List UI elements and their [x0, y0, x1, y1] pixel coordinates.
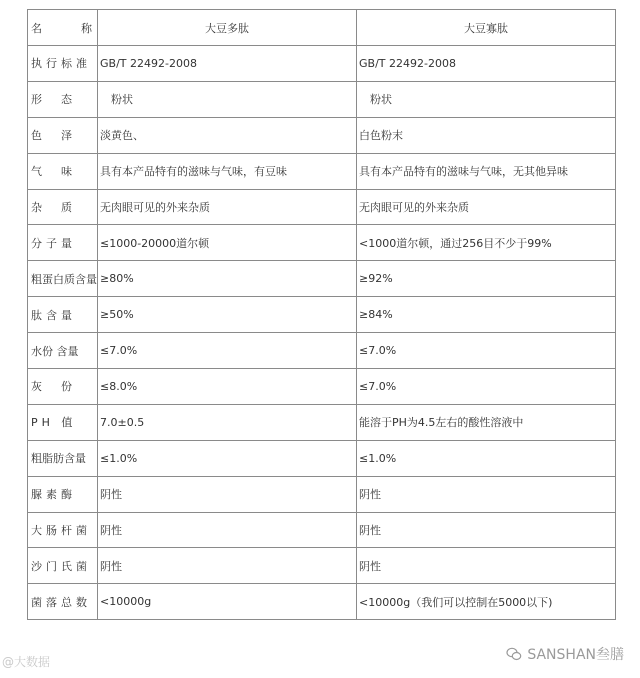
row-label: 执行标准 — [28, 46, 98, 82]
table-header-row — [28, 10, 616, 46]
row-label: 灰 份 — [28, 369, 98, 405]
table-row — [28, 548, 616, 584]
cell-oligopeptide: 无肉眼可见的外来杂质 — [357, 189, 616, 225]
cell-polypeptide: ≤1.0% — [98, 440, 357, 476]
cell-polypeptide: 具有本产品特有的滋味与气味，有豆味 — [98, 153, 357, 189]
row-label: 脲素酶 — [28, 476, 98, 512]
table-row — [28, 404, 616, 440]
table-row — [28, 584, 616, 620]
cell-oligopeptide: ≥92% — [357, 261, 616, 297]
table-row — [28, 81, 616, 117]
row-label: 肽含量 — [28, 297, 98, 333]
row-label: 色 泽 — [28, 117, 98, 153]
cell-oligopeptide: 具有本产品特有的滋味与气味，无其他异味 — [357, 153, 616, 189]
header-name: 名 称 — [28, 10, 98, 46]
row-label: 菌落总数 — [28, 584, 98, 620]
row-label: 水份 含量 — [28, 333, 98, 369]
table-row — [28, 476, 616, 512]
cell-polypeptide: 无肉眼可见的外来杂质 — [98, 189, 357, 225]
cell-polypeptide: ≥80% — [98, 261, 357, 297]
cell-polypeptide: GB/T 22492-2008 — [98, 46, 357, 82]
cell-polypeptide: 阴性 — [98, 512, 357, 548]
table-row — [28, 333, 616, 369]
cell-oligopeptide: 粉状 — [357, 81, 616, 117]
cell-oligopeptide: <1000道尔顿，通过256目不少于99% — [357, 225, 616, 261]
cell-polypeptide: 7.0±0.5 — [98, 404, 357, 440]
row-label: 形 态 — [28, 81, 98, 117]
footer-watermarks — [0, 647, 640, 678]
cell-oligopeptide: 白色粉末 — [357, 117, 616, 153]
table-row — [28, 189, 616, 225]
cell-oligopeptide: ≤1.0% — [357, 440, 616, 476]
wechat-icon — [506, 646, 522, 662]
watermark-brand: SANSHAN叁膳 — [527, 647, 624, 663]
cell-oligopeptide: ≤7.0% — [357, 369, 616, 405]
table-row — [28, 225, 616, 261]
cell-polypeptide: ≤7.0% — [98, 333, 357, 369]
row-label: 分子量 — [28, 225, 98, 261]
watermark-right — [506, 644, 624, 664]
row-label: 沙门氏菌 — [28, 548, 98, 584]
table-row — [28, 369, 616, 405]
table-row — [28, 261, 616, 297]
cell-oligopeptide: ≤7.0% — [357, 333, 616, 369]
cell-oligopeptide: <10000g（我们可以控制在5000以下) — [357, 584, 616, 620]
table-row — [28, 440, 616, 476]
cell-oligopeptide: 阴性 — [357, 512, 616, 548]
cell-polypeptide: <10000g — [98, 584, 357, 620]
cell-polypeptide: ≤1000-20000道尔顿 — [98, 225, 357, 261]
cell-oligopeptide: 阴性 — [357, 548, 616, 584]
table-row — [28, 46, 616, 82]
table-row — [28, 512, 616, 548]
table-row — [28, 297, 616, 333]
cell-oligopeptide: 阴性 — [357, 476, 616, 512]
cell-polypeptide: ≤8.0% — [98, 369, 357, 405]
cell-polypeptide: 粉状 — [98, 81, 357, 117]
row-label: PH 值 — [28, 404, 98, 440]
specification-table — [27, 9, 616, 620]
cell-oligopeptide: 能溶于PH为4.5左右的酸性溶液中 — [357, 404, 616, 440]
cell-polypeptide: 阴性 — [98, 548, 357, 584]
header-soy-polypeptide: 大豆多肽 — [98, 10, 357, 46]
cell-polypeptide: 淡黄色、 — [98, 117, 357, 153]
row-label: 粗蛋白质含量 — [28, 261, 98, 297]
row-label: 大肠杆菌 — [28, 512, 98, 548]
row-label: 粗脂肪含量 — [28, 440, 98, 476]
cell-polypeptide: ≥50% — [98, 297, 357, 333]
table-row — [28, 117, 616, 153]
table-row — [28, 153, 616, 189]
header-soy-oligopeptide: 大豆寡肽 — [357, 10, 616, 46]
cell-oligopeptide: GB/T 22492-2008 — [357, 46, 616, 82]
cell-oligopeptide: ≥84% — [357, 297, 616, 333]
row-label: 杂 质 — [28, 189, 98, 225]
watermark-left: @大数据 — [2, 655, 51, 669]
cell-polypeptide: 阴性 — [98, 476, 357, 512]
row-label: 气 味 — [28, 153, 98, 189]
